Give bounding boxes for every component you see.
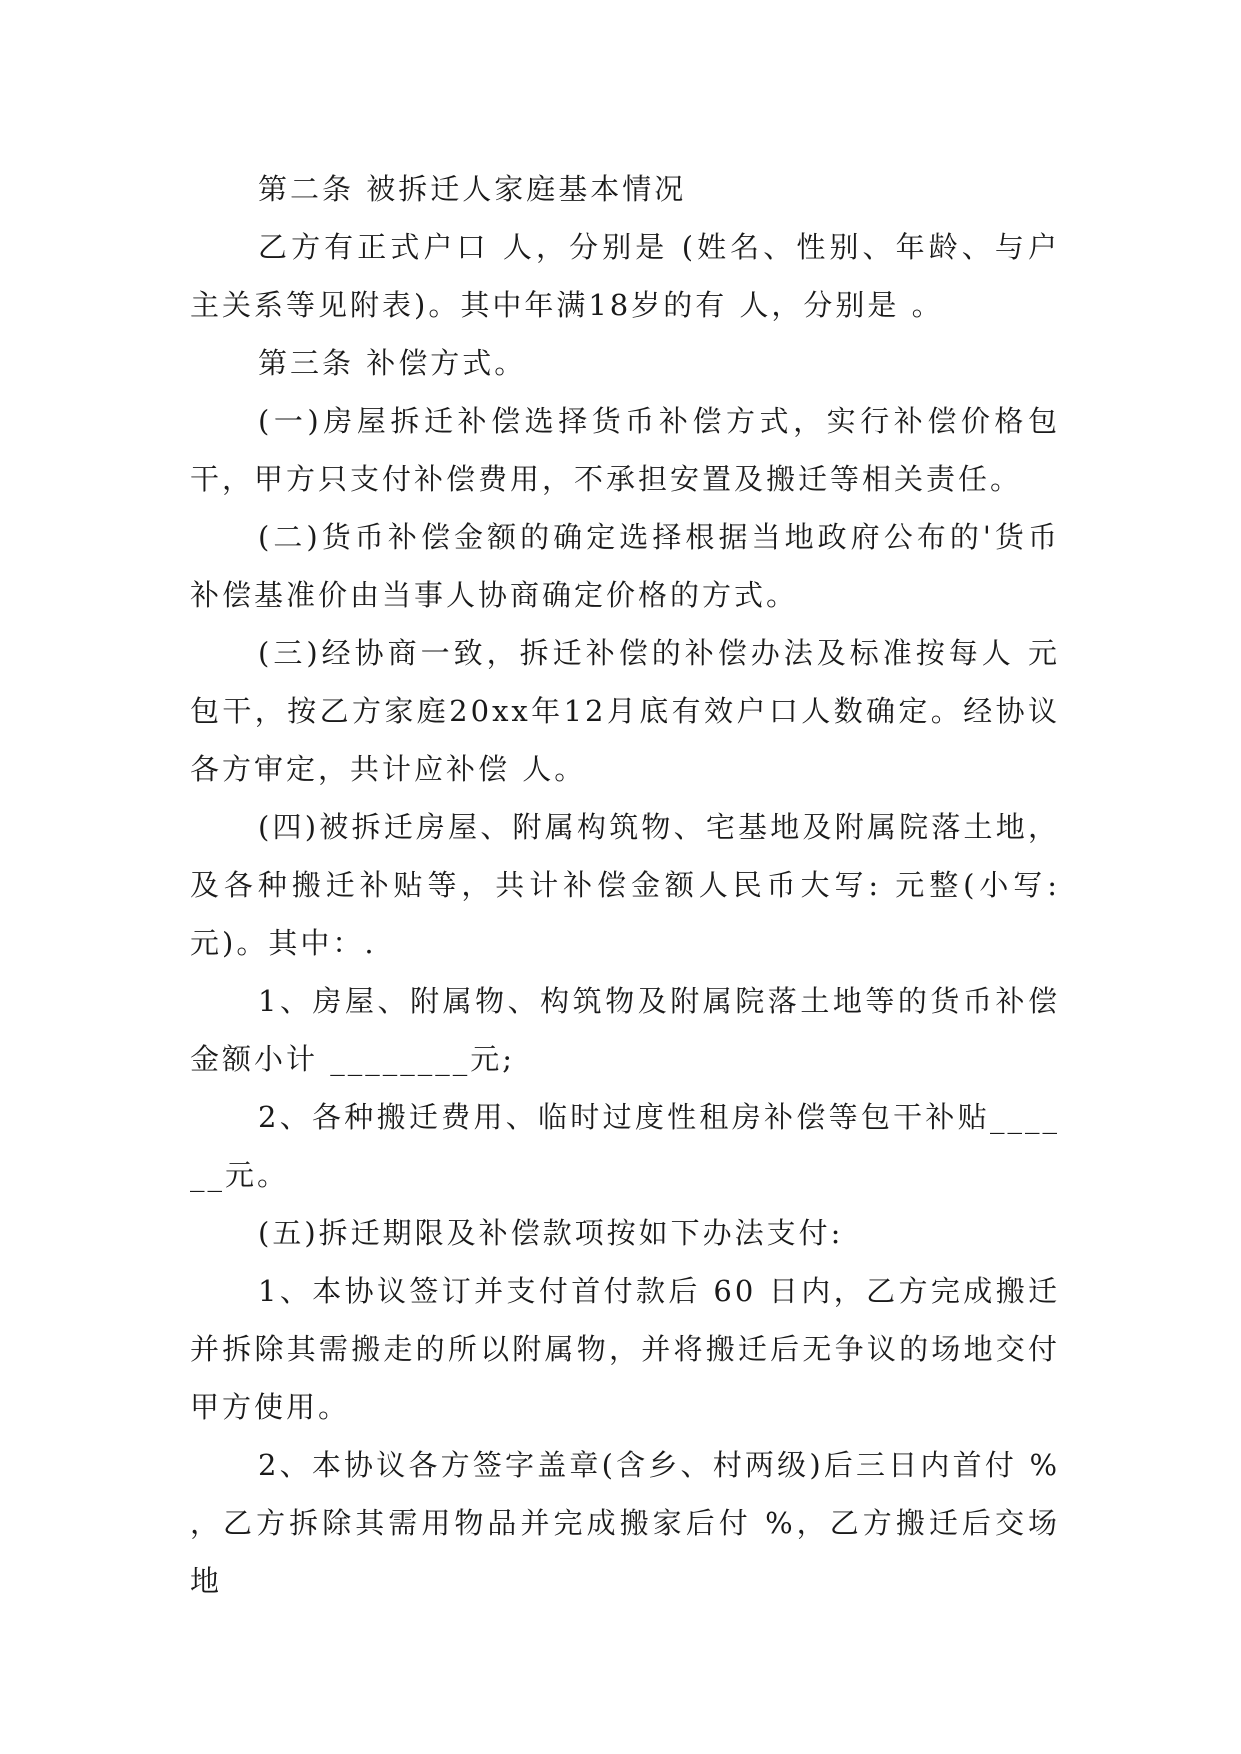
paragraph-subtotal-1: 1、房屋、附属物、构筑物及附属院落土地等的货币补偿金额小计 ________元; [190,984,1060,1076]
paragraph-compensation-item-5: (五)拆迁期限及补偿款项按如下办法支付: [258,1216,844,1250]
paragraph-subtotal-2: 2、各种搬迁费用、临时过度性租房补偿等包干补贴______元。 [190,1100,1060,1192]
section-heading-article-2: 第二条 被拆迁人家庭基本情况 [258,172,687,206]
paragraph-compensation-item-2: (二)货币补偿金额的确定选择根据当地政府公布的'货币补偿基准价由当事人协商确定价格的方式。 [190,520,1060,612]
paragraph-compensation-item-4: (四)被拆迁房屋、附属构筑物、宅基地及附属院落土地，及各种搬迁补贴等，共计补偿金额人民币大写: 元整(小写: 元)。其中：. [190,810,1073,960]
document-body [190,160,1073,1610]
section-heading-article-3: 第三条 补偿方式。 [258,346,527,380]
paragraph-payment-term-2: 2、本协议各方签字盖章(含乡、村两级)后三日内首付 % ，乙方拆除其需用物品并完成搬家后付 %，乙方搬迁后交场地 [190,1448,1073,1598]
paragraph-compensation-item-3: (三)经协商一致，拆迁补偿的补偿办法及标准按每人 元包干，按乙方家庭20xx年12月底有效户口人数确定。经协议各方审定，共计应补偿 人。 [190,636,1060,786]
paragraph-payment-term-1: 1、本协议签订并支付首付款后 60 日内，乙方完成搬迁并拆除其需搬走的所以附属物，并将搬迁后无争议的场地交付甲方使用。 [190,1274,1060,1424]
paragraph-compensation-item-1: (一)房屋拆迁补偿选择货币补偿方式，实行补偿价格包干，甲方只支付补偿费用，不承担安置及搬迁等相关责任。 [190,404,1060,496]
paragraph-household-members: 乙方有正式户口 人，分别是 (姓名、性别、年龄、与户主关系等见附表)。其中年满18岁的有 人，分别是 。 [190,230,1060,322]
